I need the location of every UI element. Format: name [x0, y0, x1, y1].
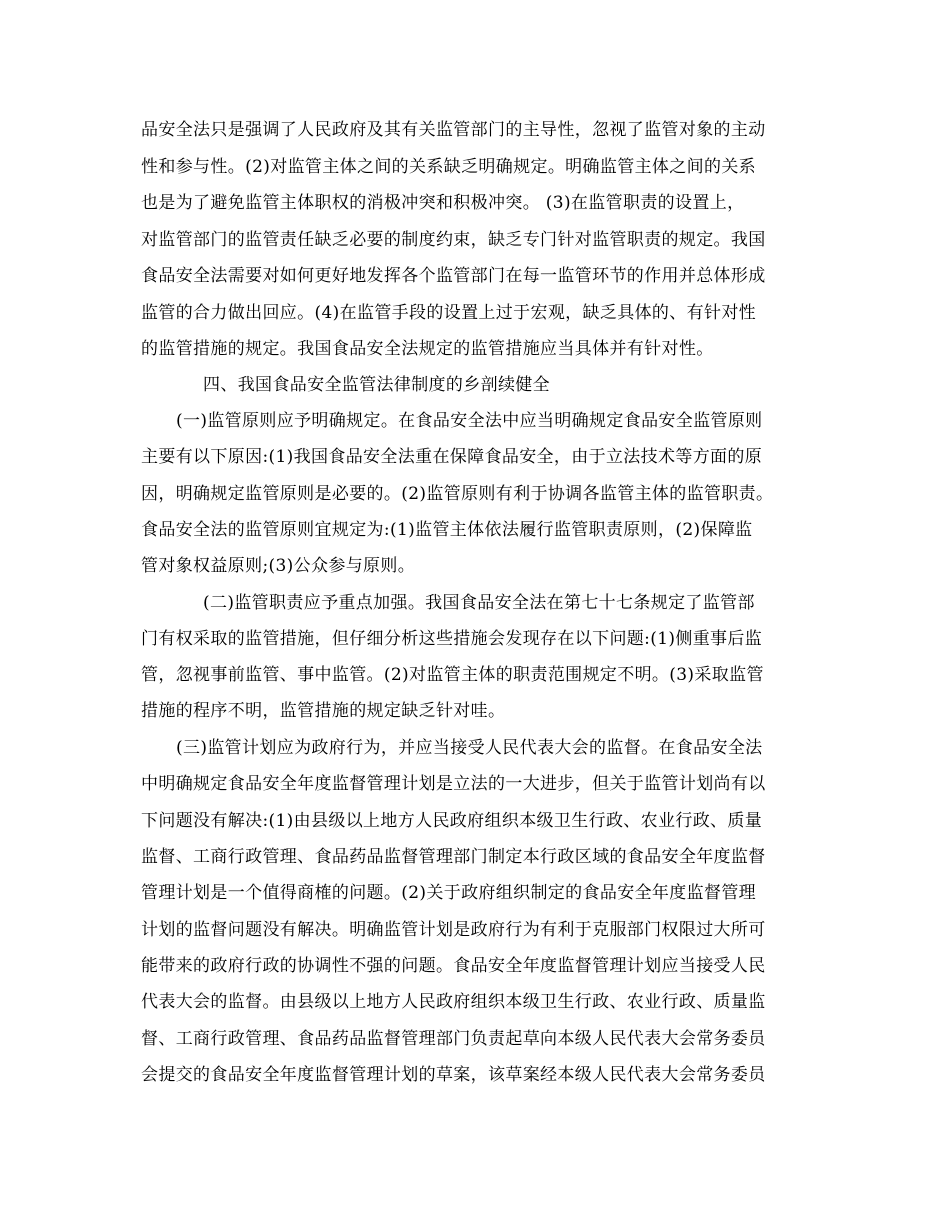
text-line: 监督、工商行政管理、食品药品监督管理部门制定本行政区域的食品安全年度监督: [141, 847, 766, 867]
text-line: 管理计划是一个值得商榷的问题。(2)关于政府组织制定的食品安全年度监督管理: [141, 883, 757, 903]
text-line: 品安全法只是强调了人民政府及其有关监管部门的主导性，忽视了监管对象的主动: [141, 120, 766, 140]
text-line: 也是为了避免监管主体职权的消极冲突和积极冲突。 (3)在监管职责的设置上，: [141, 193, 745, 213]
section-heading: 四、我国食品安全监管法律制度的乡剖续健全: [203, 375, 550, 395]
text-line: 下问题没有解决:(1)由县级以上地方人民政府组织本级卫生行政、农业行政、质量: [141, 811, 763, 831]
text-line: 代表大会的监督。由县级以上地方人民政府组织本级卫生行政、农业行政、质量监: [141, 992, 766, 1012]
text-line: (一)监管原则应予明确规定。在食品安全法中应当明确规定食品安全监管原则: [176, 411, 763, 431]
text-line: 督、工商行政管理、食品药品监督管理部门负责起草向本级人民代表大会常务委员: [141, 1029, 766, 1049]
text-line: (二)监管职责应予重点加强。我国食品安全法在第七十七条规定了监管部: [203, 593, 755, 613]
text-line: 计划的监督问题没有解决。明确监管计划是政府行为有利于克服部门权限过大所可: [141, 920, 766, 940]
text-line: 管对象权益原则;(3)公众参与原则。: [141, 556, 416, 576]
text-line: 食品安全法需要对如何更好地发挥各个监管部门在每一监管环节的作用并总体形成: [141, 266, 766, 286]
text-line: 性和参与性。(2)对监管主体之间的关系缺乏明确规定。明确监管主体之间的关系: [141, 157, 757, 177]
text-line: 中明确规定食品安全年度监督管理计划是立法的一大进步，但关于监管计划尚有以: [141, 774, 766, 794]
text-line: 因，明确规定监管原则是必要的。(2)监管原则有利于协调各监管主体的监管职责。: [141, 484, 774, 504]
text-line: 门有权采取的监管措施，但仔细分析这些措施会发现存在以下问题:(1)侧重事后监: [141, 629, 763, 649]
text-line: 监管的合力做出回应。(4)在监管手段的设置上过于宏观，缺乏具体的、有针对性: [141, 303, 757, 323]
text-line: 会提交的食品安全年度监督管理计划的草案，该草案经本级人民代表大会常务委员: [141, 1065, 766, 1085]
text-line: (三)监管计划应为政府行为，并应当接受人民代表大会的监督。在食品安全法: [176, 738, 763, 758]
text-line: 对监管部门的监管责任缺乏必要的制度约束，缺乏专门针对监管职责的规定。我国: [141, 230, 766, 250]
text-line: 主要有以下原因:(1)我国食品安全法重在保障食品安全，由于立法技术等方面的原: [141, 447, 763, 467]
text-line: 的监管措施的规定。我国食品安全法规定的监管措施应当具体并有针对性。: [141, 339, 714, 359]
text-line: 管，忽视事前监管、事中监管。(2)对监管主体的职责范围规定不明。(3)采取监管: [141, 665, 764, 685]
text-line: 能带来的政府行政的协调性不强的问题。食品安全年度监督管理计划应当接受人民: [141, 956, 766, 976]
text-line: 食品安全法的监管原则宜规定为:(1)监管主体依法履行监管职责原则，(2)保障监: [141, 520, 753, 540]
text-line: 措施的程序不明，监管措施的规定缺乏针对哇。: [141, 701, 506, 721]
